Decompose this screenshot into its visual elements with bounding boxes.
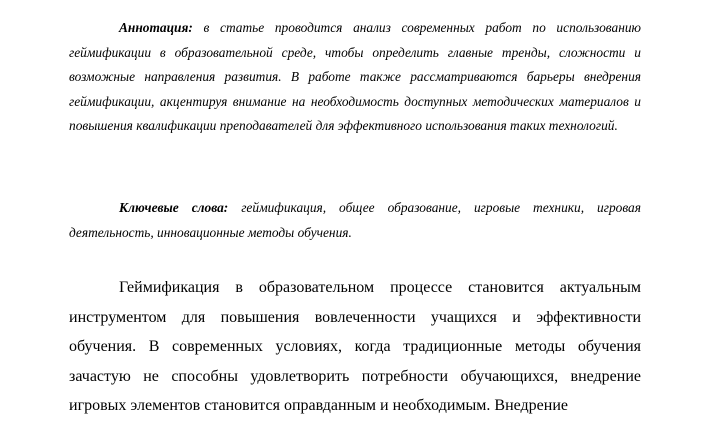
keywords-text: геймификация, общее образование, игровые техники, игровая деятельность, инновационные методы обучения. bbox=[69, 200, 641, 240]
body-paragraph: Геймификация в образовательном процессе становится актуальным инструментом для повышения вовлеченности учащихся и эффективности обучения. В современных условиях, когда традиционные методы обучения зачастую не способны удовлетворить потребности обучающихся, внедрение игровых элементов становится оправданным и необходимым. Внедрение bbox=[69, 279, 641, 415]
abstract-label: Аннотация: bbox=[119, 20, 193, 35]
abstract-text: в статье проводится анализ современных работ по использованию геймификации в образовательной среде, чтобы определить главные тренды, сложности и возможные направления развития. В работе также рассматриваются барьеры внедрения геймификации, акцентируя внимание на необходимость доступных методических материалов и повышения квалификации преподавателей для эффективного использования таких технологий. bbox=[69, 20, 641, 133]
keywords-label: Ключевые слова: bbox=[119, 200, 229, 215]
keywords-paragraph bbox=[69, 196, 641, 245]
abstract-paragraph bbox=[69, 16, 641, 139]
